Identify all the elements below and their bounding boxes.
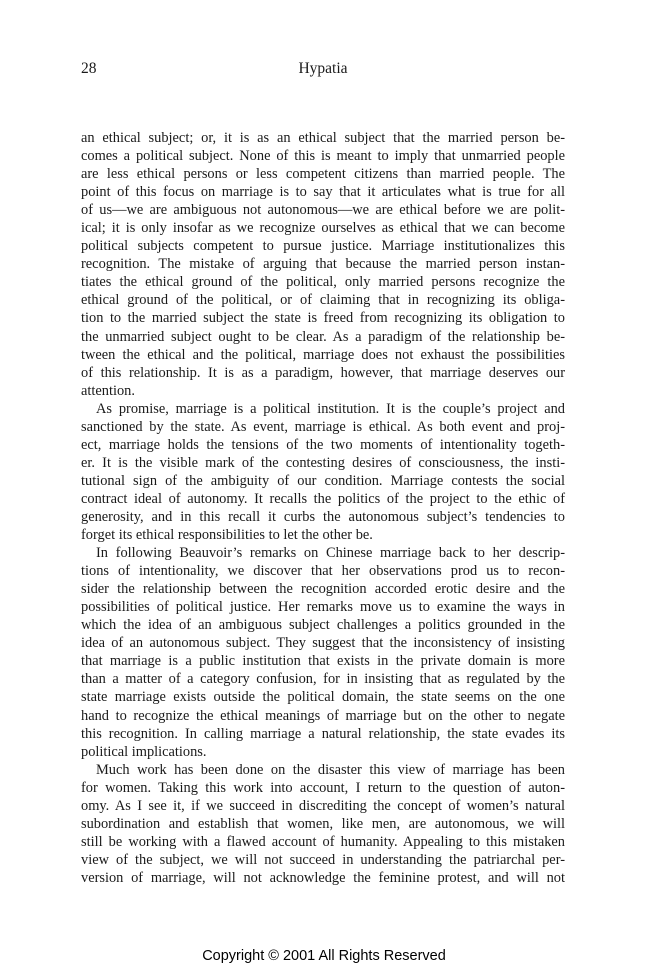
text-line: for women. Taking this work into account, I return to the question of auton- <box>81 779 565 796</box>
running-title: Hypatia <box>298 60 348 77</box>
text-line: that marriage is a public institution that exists in the private domain is more <box>81 653 565 670</box>
text-line: forget its ethical responsibilities to let the other be. <box>81 527 373 544</box>
text-line: idea of an autonomous subject. They suggest that the inconsistency of insisting <box>81 635 565 652</box>
text-line: sider the relationship between the recognition accorded erotic desire and the <box>81 581 565 598</box>
text-line: state marriage exists outside the political domain, the state seems on the one <box>81 689 565 706</box>
text-line: still be working with a flawed account of humanity. Appealing to this mistaken <box>81 833 565 850</box>
text-line: political implications. <box>81 743 207 760</box>
text-line: political subjects competent to pursue justice. Marriage institutionalizes this <box>81 238 565 255</box>
text-line: omy. As I see it, if we succeed in discrediting the concept of women’s natural <box>81 797 565 814</box>
text-line: point of this focus on marriage is to say that it articulates what is true for all <box>81 184 565 201</box>
text-line: which the idea of an ambiguous subject challenges a politics grounded in the <box>81 617 565 634</box>
text-line: attention. <box>81 382 135 399</box>
text-line: sanctioned by the state. As event, marriage is ethical. As both event and proj- <box>81 418 565 435</box>
text-line: tween the ethical and the political, marriage does not exhaust the possibilities <box>81 346 565 363</box>
text-line: than a matter of a category confusion, for in insisting that as regulated by the <box>81 671 565 688</box>
text-line: subordination and establish that women, like men, are autonomous, we will <box>81 815 565 832</box>
text-line: the unmarried subject ought to be clear. As a paradigm of the relationship be- <box>81 328 565 345</box>
text-line: contract ideal of autonomy. It recalls the politics of the project to the ethic of <box>81 490 565 507</box>
text-line: are less ethical persons or less competent citizens than married people. The <box>81 166 565 183</box>
text-line: In following Beauvoir’s remarks on Chinese marriage back to her descrip- <box>96 545 565 562</box>
text-line: tutional sign of the ambiguity of our condition. Marriage contests the social <box>81 472 565 489</box>
text-line: tiates the ethical ground of the political, only married persons recognize the <box>81 274 565 291</box>
text-line: generosity, and in this recall it curbs the autonomous subject’s tendencies to <box>81 508 565 525</box>
text-line: ical; it is only insofar as we recognize ourselves as ethical that we can become <box>81 220 565 237</box>
text-line: view of the subject, we will not succeed in understanding the patriarchal per- <box>81 851 565 868</box>
running-header <box>81 60 565 82</box>
text-line: tion to the married subject the state is freed from recognizing its obligation to <box>81 310 565 327</box>
text-line: comes a political subject. None of this is meant to imply that unmarried people <box>81 148 565 165</box>
text-line: possibilities of political justice. Her remarks move us to examine the ways in <box>81 599 565 616</box>
text-line: ethical ground of the political, or of claiming that in recognizing its obliga- <box>81 292 565 309</box>
copyright-notice: Copyright © 2001 All Rights Reserved <box>202 948 446 964</box>
text-line: tions of intentionality, we discover that her observations prod us to recon- <box>81 563 565 580</box>
text-line: Much work has been done on the disaster this view of marriage has been <box>96 761 565 778</box>
body-text <box>81 129 565 887</box>
text-line: ect, marriage holds the tensions of the two moments of intentionality togeth- <box>81 436 565 453</box>
text-line: of us—we are ambiguous not autonomous—we are ethical before we are polit- <box>81 202 565 219</box>
page-number: 28 <box>81 60 97 77</box>
text-line: As promise, marriage is a political institution. It is the couple’s project and <box>96 400 565 417</box>
text-line: recognition. The mistake of arguing that because the married person instan- <box>81 256 565 273</box>
text-line: hand to recognize the ethical meanings of marriage but on the other to negate <box>81 707 565 724</box>
text-line: an ethical subject; or, it is as an ethical subject that the married person be- <box>81 130 565 146</box>
text-line: of this relationship. It is as a paradigm, however, that marriage deserves our <box>81 364 565 381</box>
text-line: version of marriage, will not acknowledge the feminine protest, and will not <box>81 869 565 886</box>
text-line: this recognition. In calling marriage a natural relationship, the state evades its <box>81 725 565 742</box>
text-line: er. It is the visible mark of the contesting desires of consciousness, the insti- <box>81 454 565 471</box>
